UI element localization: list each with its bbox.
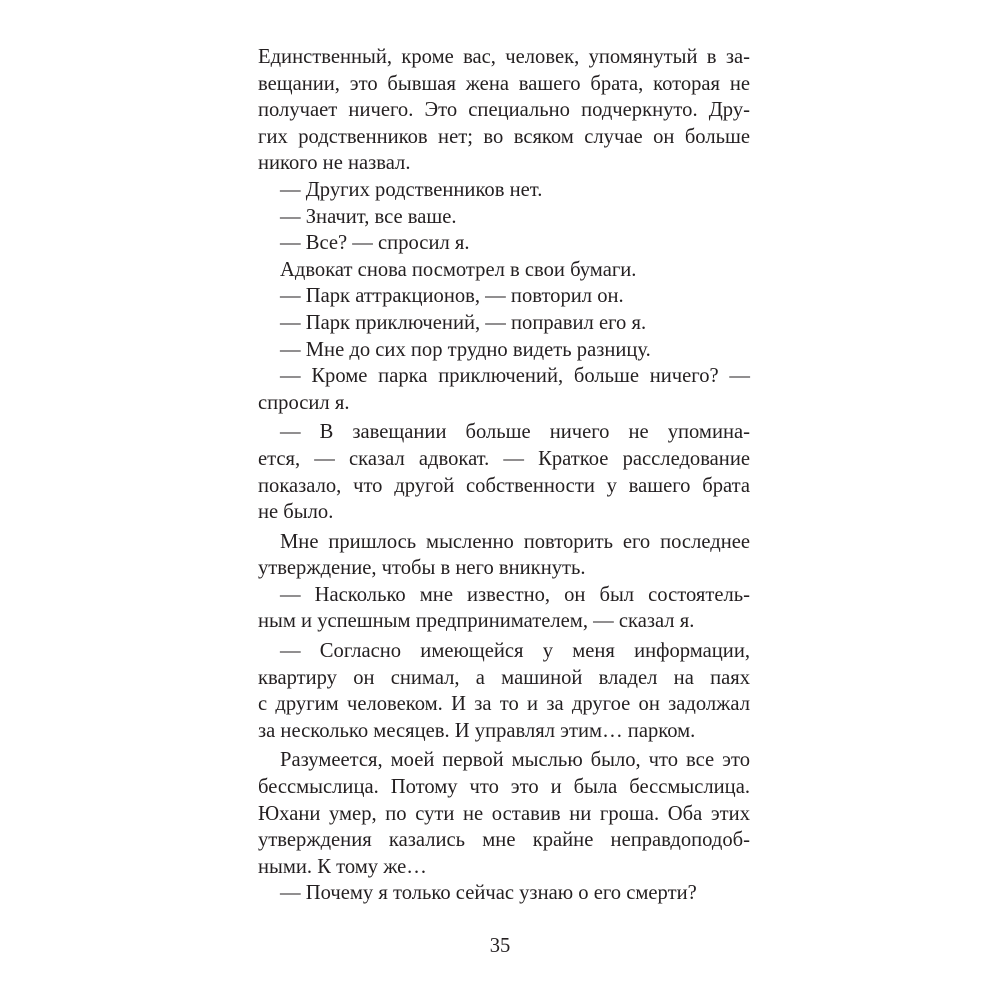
text-line: с другим человеком. И за то и за другое он задолжал <box>258 693 750 716</box>
text-line: спросил я. <box>258 391 350 414</box>
text-line: ным и успешным предпринимателем, — сказал я. <box>258 610 695 633</box>
text-line: — Мне до сих пор трудно видеть разницу. <box>280 338 651 361</box>
text-line: Адвокат снова посмотрел в свои бумаги. <box>280 258 637 281</box>
text-line: утверждения казались мне крайне неправдоподоб- <box>258 829 750 852</box>
page-number: 35 <box>489 935 511 957</box>
text-line: — Все? — спросил я. <box>280 232 470 255</box>
text-line: не было. <box>258 501 334 524</box>
body-text <box>258 44 750 907</box>
text-line: показало, что другой собственности у вашего брата <box>258 474 750 497</box>
text-line: ными. К тому же… <box>258 855 427 878</box>
text-line: Мне пришлось мысленно повторить его последнее <box>280 530 750 553</box>
text-line: — Почему я только сейчас узнаю о его смерти? <box>280 882 697 905</box>
text-line: Юхани умер, по сути не оставив ни гроша. Оба этих <box>258 802 750 825</box>
text-line: бессмыслица. Потому что это и была бессмыслица. <box>258 776 750 799</box>
text-line: никого не назвал. <box>258 152 411 175</box>
text-line: — В завещании больше ничего не упомина- <box>280 421 750 444</box>
text-line: — Согласно имеющейся у меня информации, <box>280 640 750 663</box>
text-line: — Насколько мне известно, он был состоятель- <box>280 583 750 606</box>
text-line: ется, — сказал адвокат. — Краткое расследование <box>258 447 750 470</box>
text-line: получает ничего. Это специально подчеркнуто. Дру- <box>258 99 750 122</box>
text-line: утверждение, чтобы в него вникнуть. <box>258 557 586 580</box>
text-line: — Кроме парка приключений, больше ничего? — <box>280 365 750 388</box>
text-line: квартиру он снимал, а машиной владел на паях <box>258 666 750 689</box>
text-line: вещании, это бывшая жена вашего брата, которая не <box>258 72 750 95</box>
text-line: Единственный, кроме вас, человек, упомянутый в за- <box>258 46 750 68</box>
text-line: — Парк аттракционов, — повторил он. <box>280 285 624 308</box>
text-line: — Значит, все ваше. <box>280 205 457 228</box>
text-line: Разумеется, моей первой мыслью было, что все это <box>280 749 750 772</box>
text-line: — Парк приключений, — поправил его я. <box>280 311 647 334</box>
text-line: — Других родственников нет. <box>280 178 543 201</box>
text-line: за несколько месяцев. И управлял этим… парком. <box>258 719 696 742</box>
text-line: гих родственников нет; во всяком случае он больше <box>258 125 750 148</box>
